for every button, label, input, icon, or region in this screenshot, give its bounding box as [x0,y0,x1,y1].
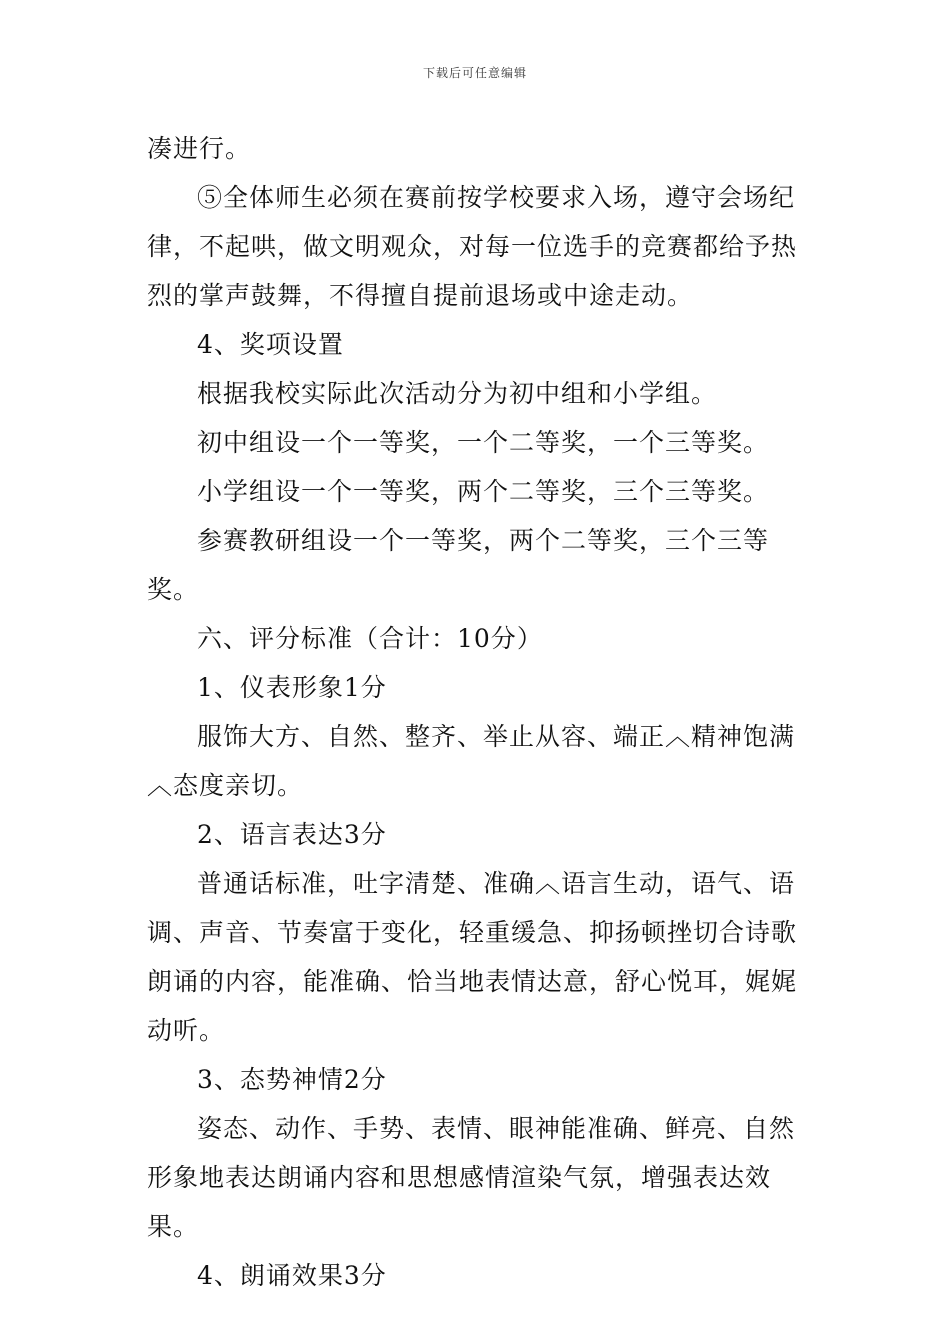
paragraph-posture: 姿态、动作、手势、表情、眼神能准确、鲜亮、自然形象地表达朗诵内容和思想感情渲染气氛，增强表达效果。 [147,1114,796,1241]
heading-posture: 3、态势神情2分 [197,1065,387,1094]
paragraph-continuation: 凑进行。 [147,134,252,163]
paragraph-language: 普通话标准，吐字清楚、准确︿语言生动，语气、语调、声音、节奏富于变化，轻重缓急、抑扬顿挫切合诗歌朗诵的内容，能准确、恰当地表情达意，舒心悦耳，娓娓动听。 [147,869,798,1045]
paragraph-junior-awards: 初中组设一个一等奖，一个二等奖，一个三等奖。 [197,428,770,457]
heading-appearance: 1、仪表形象1分 [197,673,387,702]
heading-awards: 4、奖项设置 [197,330,344,359]
paragraph-appearance: 服饰大方、自然、整齐、举止从容、端正︿精神饱满︿态度亲切。 [147,722,796,800]
paragraph-groups: 根据我校实际此次活动分为初中组和小学组。 [197,379,718,408]
page-header: 下载后可任意编辑 [422,66,527,80]
paragraph-primary-awards: 小学组设一个一等奖，两个二等奖，三个三等奖。 [197,477,770,506]
paragraph-teaching-group-awards: 参赛教研组设一个一等奖，两个二等奖，三个三等奖。 [147,526,770,604]
heading-scoring-criteria: 六、评分标准（合计：10分） [197,624,543,653]
heading-recital-effect: 4、朗诵效果3分 [197,1261,387,1290]
paragraph-rules: ⑤全体师生必须在赛前按学校要求入场，遵守会场纪律，不起哄，做文明观众，对每一位选手的竞赛都给予热烈的掌声鼓舞，不得擅自提前退场或中途走动。 [147,183,798,310]
document-body [147,124,807,1300]
heading-language: 2、语言表达3分 [197,820,387,849]
